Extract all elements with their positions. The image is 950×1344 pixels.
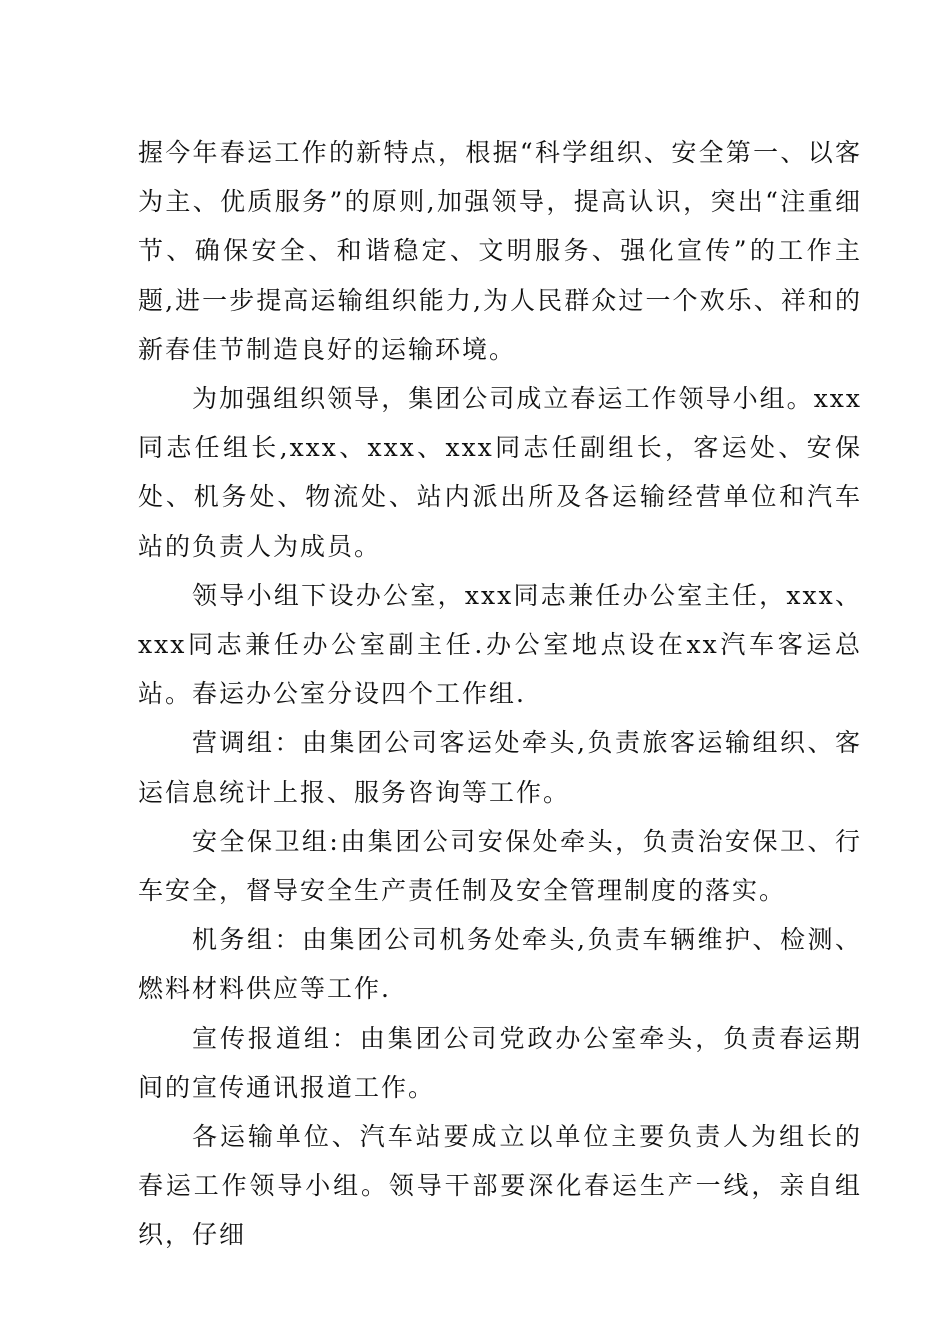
paragraph-units: 各运输单位、汽车站要成立以单位主要负责人为组长的春运工作领导小组。领导干部要深化春运生产一线，亲自组织，仔细 (138, 1122, 862, 1250)
paragraph-office: 领导小组下设办公室，xxx同志兼任办公室主任，xxx、xxx同志兼任办公室副主任.办公室地点设在xx汽车客运总站。春运办公室分设四个工作组. (138, 580, 862, 709)
paragraph-publicity-group: 宣传报道组：由集团公司党政办公室牵头，负责春运期间的宣传通讯报道工作。 (138, 1023, 862, 1102)
paragraph-dispatch-group: 营调组：由集团公司客运处牵头,负责旅客运输组织、客运信息统计上报、服务咨询等工作。 (138, 728, 862, 807)
paragraph-continuation: 握今年春运工作的新特点，根据“科学组织、安全第一、以客为主、优质服务”的原则,加强领导，提高认识，突出“注重细节、确保安全、和谐稳定、文明服务、强化宣传”的工作主题,进一步提高运输组织能力,为人民群众过一个欢乐、祥和的新春佳节制造良好的运输环境。 (138, 138, 862, 364)
paragraph-mechanical-group: 机务组：由集团公司机务处牵头,负责车辆维护、检测、燃料材料供应等工作. (138, 925, 862, 1004)
paragraph-security-group: 安全保卫组:由集团公司安保处牵头，负责治安保卫、行车安全，督导安全生产责任制及安全管理制度的落实。 (138, 826, 862, 906)
document-body (138, 128, 862, 1260)
paragraph-leadership-group: 为加强组织领导，集团公司成立春运工作领导小组。xxx同志任组长,xxx、xxx、xxx同志任副组长，客运处、安保处、机务处、物流处、站内派出所及各运输经营单位和汽车站的负责人为成员。 (138, 384, 862, 561)
